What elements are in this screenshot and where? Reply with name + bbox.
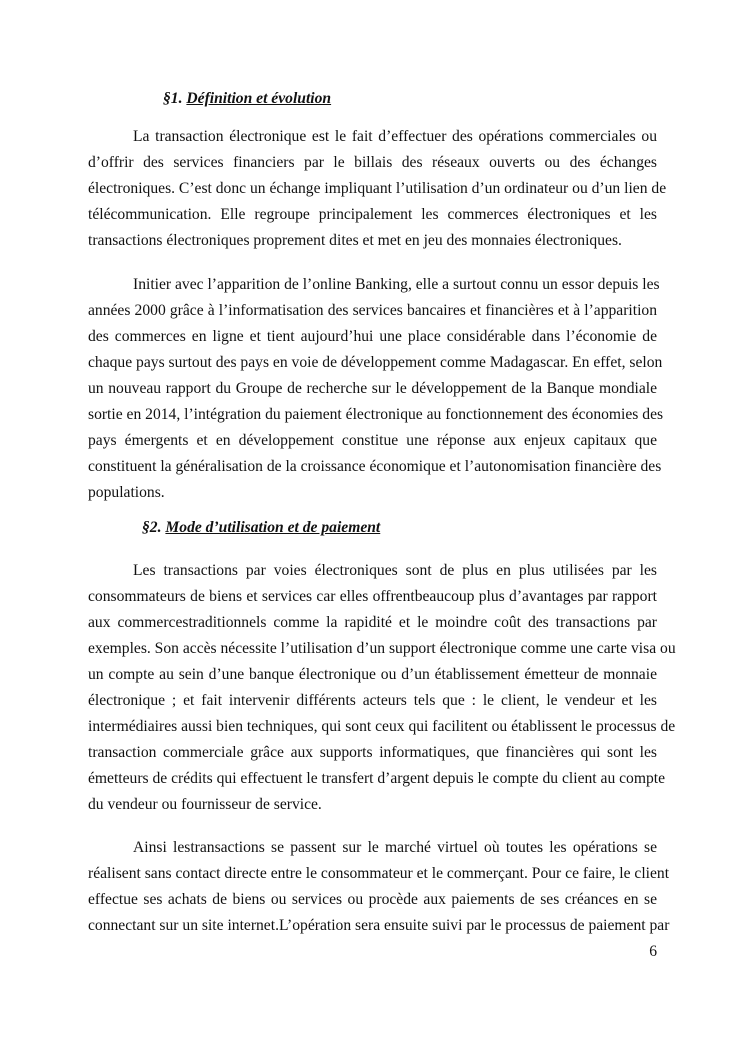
paragraph-line: un compte au sein d’une banque électronique ou d’un établissement émetteur de monnaie: [88, 666, 657, 683]
paragraph-line: pays émergents et en développement constitue une réponse aux enjeux capitaux que: [88, 432, 657, 449]
paragraph-line: chaque pays surtout des pays en voie de développement comme Madagascar. En effet, selon: [88, 354, 663, 371]
paragraph-line: La transaction électronique est le fait d’effectuer des opérations commerciales ou: [133, 128, 657, 145]
paragraph-line: effectue ses achats de biens ou services ou procède aux paiements de ses créances en se: [88, 891, 657, 908]
paragraph-line: émetteurs de crédits qui effectuent le transfert d’argent depuis le compte du client au compte: [88, 770, 666, 787]
section-number: §1.: [163, 90, 183, 107]
paragraph-line: intermédiaires aussi bien techniques, qui sont ceux qui facilitent ou établissent le processus de: [88, 718, 676, 735]
paragraph-line: années 2000 grâce à l’informatisation des services bancaires et financières et à l’apparition: [88, 302, 657, 319]
paragraph-line: du vendeur ou fournisseur de service.: [88, 796, 322, 813]
paragraph-line: Ainsi lestransactions se passent sur le marché virtuel où toutes les opérations se: [133, 839, 657, 856]
paragraph-line: un nouveau rapport du Groupe de recherche sur le développement de la Banque mondiale: [88, 380, 657, 397]
paragraph-line: transaction commerciale grâce aux supports informatiques, que financières qui sont les: [88, 744, 657, 761]
paragraph-line: d’offrir des services financiers par le billais des réseaux ouverts ou des échanges: [88, 154, 657, 171]
section-title: Définition et évolution: [186, 90, 332, 107]
paragraph-line: aux commercestraditionnels comme la rapidité et le moindre coût des transactions par: [88, 614, 657, 631]
section-heading-1: [163, 86, 331, 112]
paragraph-line: Les transactions par voies électroniques sont de plus en plus utilisées par les: [133, 562, 657, 579]
page-number: 6: [649, 943, 657, 960]
paragraph-line: électronique ; et fait intervenir différents acteurs tels que : le client, le vendeur et les: [88, 692, 657, 709]
section-heading-2: [142, 515, 380, 541]
paragraph-line: constituent la généralisation de la croissance économique et l’autonomisation financière des: [88, 458, 662, 475]
section-number: §2.: [142, 519, 162, 536]
paragraph-line: électroniques. C’est donc un échange impliquant l’utilisation d’un ordinateur ou d’un lien de: [88, 180, 667, 197]
paragraph-line: populations.: [88, 484, 165, 501]
paragraph-line: consommateurs de biens et services car elles offrentbeaucoup plus d’avantages par rapport: [88, 588, 657, 605]
paragraph-line: exemples. Son accès nécessite l’utilisation d’un support électronique comme une carte visa ou: [88, 640, 676, 657]
paragraph-line: télécommunication. Elle regroupe principalement les commerces électroniques et les: [88, 206, 657, 223]
paragraph-line: sortie en 2014, l’intégration du paiement électronique au fonctionnement des économies des: [88, 406, 664, 423]
paragraph-line: des commerces en ligne et tient aujourd’hui une place considérable dans l’économie de: [88, 328, 657, 345]
paragraph-line: réalisent sans contact directe entre le consommateur et le commerçant. Pour ce faire, le client: [88, 865, 670, 882]
paragraph-line: connectant sur un site internet.L’opération sera ensuite suivi par le processus de paiement par: [88, 917, 670, 934]
section-title: Mode d’utilisation et de paiement: [165, 519, 381, 536]
paragraph-line: transactions électroniques proprement dites et met en jeu des monnaies électroniques.: [88, 232, 622, 249]
paragraph-line: Initier avec l’apparition de l’online Banking, elle a surtout connu un essor depuis les: [133, 276, 660, 293]
